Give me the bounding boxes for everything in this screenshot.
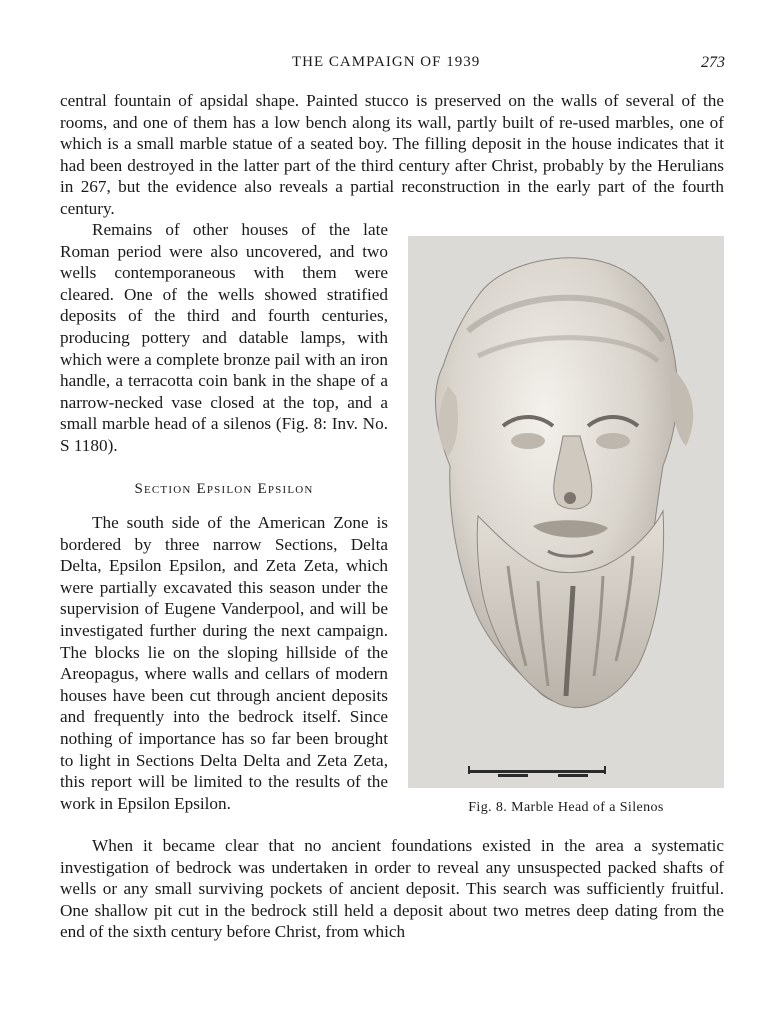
paragraph-late-roman-houses [60,219,388,457]
paragraph-continued [60,90,724,220]
page-number: 273 [701,54,725,71]
section-heading: Section Epsilon Epsilon [134,481,314,497]
paragraph-text: The south side of the American Zone is bordered by three narrow Sections, Delta Delta, Epsilon Epsilon, and Zeta Zeta, which were partially excavated this season under the supervision of Eugene Vanderpool, and will be investigated further during the next campaign. The blocks lie on the sloping hillside of the Areopagus, where walls and cellars of modern houses have been cut through ancient deposits and frequently into the bedrock itself. Since nothing of importance has so far been brought to light in Sections Delta Delta and Zeta Zeta, this report will be limited to the results of the work in Epsilon Epsilon. [60,513,388,813]
running-header [0,54,784,78]
silenos-head-image [408,236,724,788]
figure-photo [408,236,724,788]
paragraph-south-side [60,512,388,814]
paragraph-text: central fountain of apsidal shape. Painted stucco is preserved on the walls of several of the rooms, and one of them has a low bench along its wall, partly built of re-used marbles, one of which is a small marble statue of a seated boy. The filling deposit in the house indicates that it had been destroyed in the latter part of the third century after Christ, probably by the Herulians in 267, but the evidence also reveals a partial reconstruction in the early part of the fourth century. [60,91,724,218]
paragraph-text: When it became clear that no ancient foundations existed in the area a systematic investigation of bedrock was undertaken in order to reveal any unsuspected packed shafts of wells or any small surviving pockets of ancient deposit. This search was sufficiently fruitful. One shallow pit cut in the bedrock still held a deposit about two metres deep dating from the end of the sixth century before Christ, from which [60,836,724,942]
paragraph-text: Remains of other houses of the late Roman period were also uncovered, and two wells contemporaneous with them were cleared. One of the wells showed stratified deposits of the third and fourth centuries, producing pottery and datable lamps, with which were a complete bronze pail with an iron handle, a terracotta coin bank in the shape of a narrow-necked vase closed at the top, and a small marble head of a silenos (Fig. 8: Inv. No. S 1180). [60,220,388,455]
figure-caption: Fig. 8. Marble Head of a Silenos [468,800,664,815]
paragraph-bedrock-investigation [60,835,724,943]
running-title: THE CAMPAIGN OF 1939 [292,54,481,70]
